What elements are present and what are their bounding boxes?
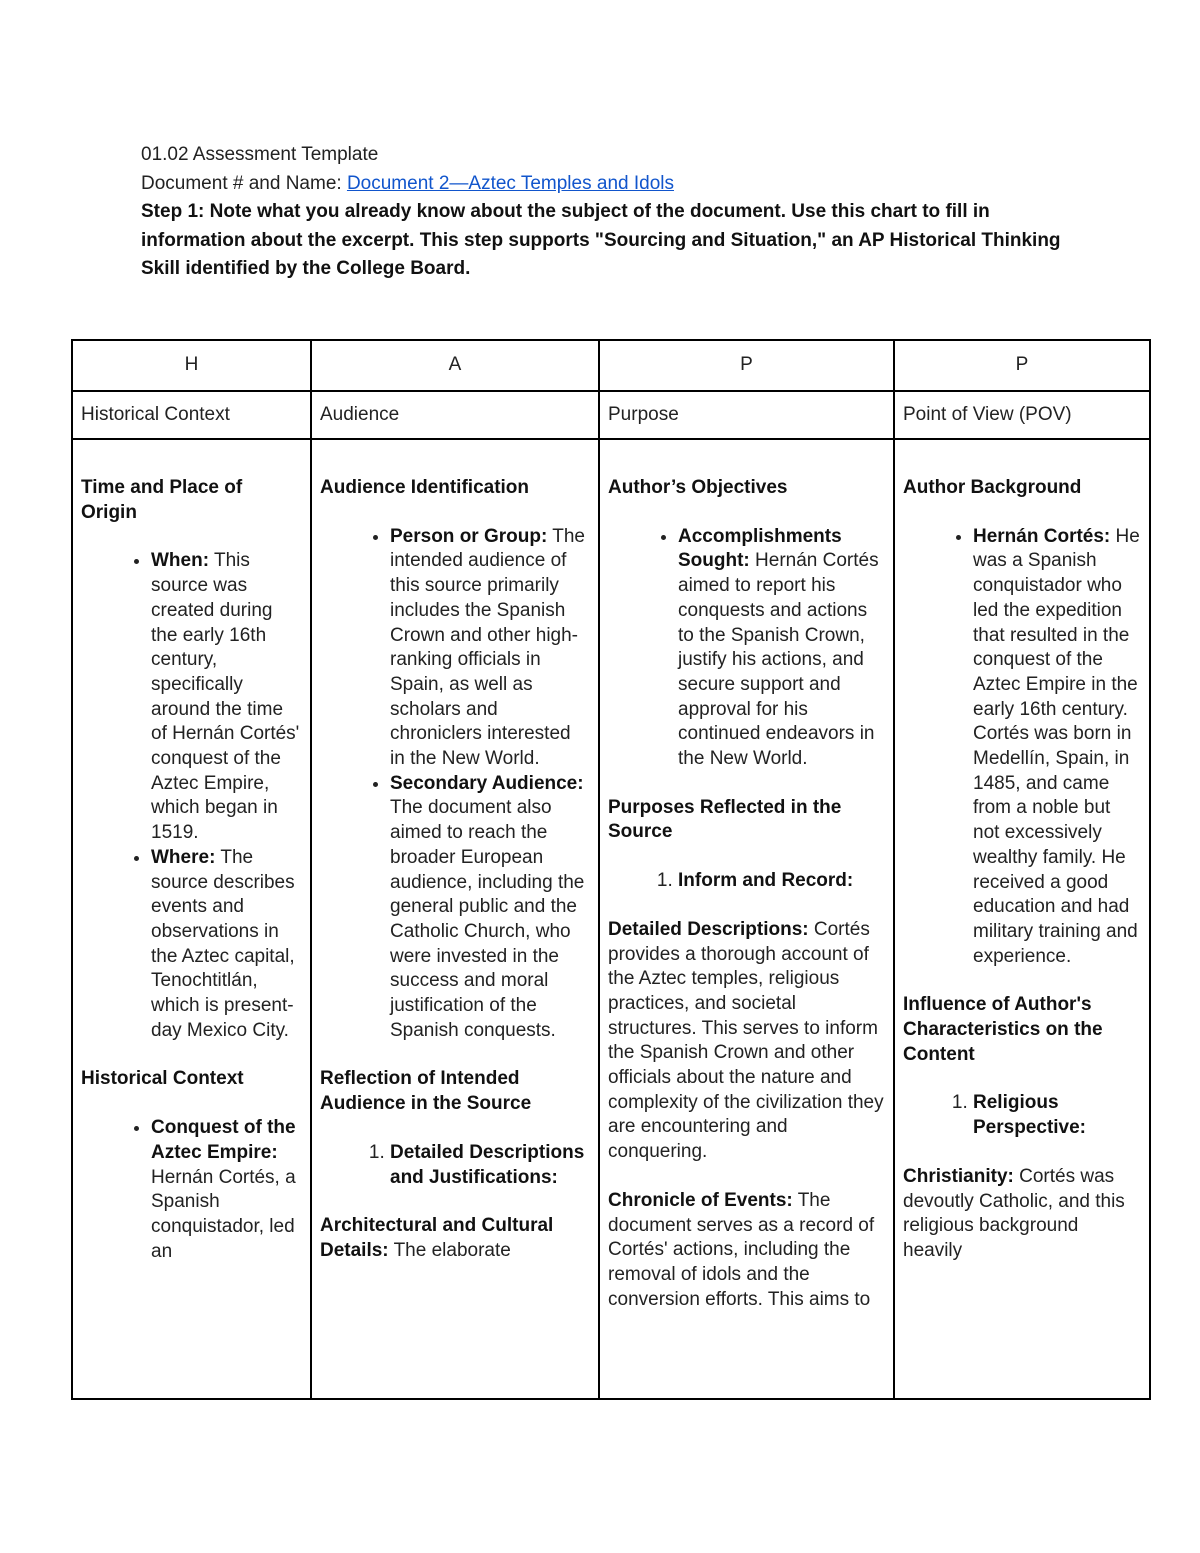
christianity-text: Christianity: Cortés was devoutly Catholic, and this religious background heavily [903, 1165, 1125, 1261]
content-row [72, 439, 1150, 1399]
chronicle-of-events: Chronicle of Events: The document serves as a record of Cortés' actions, including the removal of idols and the conversion efforts. This aims to [608, 1189, 875, 1310]
purposes-heading: Purposes Reflected in the Source [608, 796, 842, 843]
architectural-details: Architectural and Cultural Details: The elaborate [320, 1215, 554, 1261]
reflection-heading: Reflection of Intended Audience in the Source [320, 1068, 532, 1115]
detailed-descriptions: Detailed Descriptions: Cortés provides a thorough account of the Aztec temples, religious practices, and societal structures. This serves to inform the Spanish Crown and other officials about the nature and complexity of the civilization they are encountering and conquering. [608, 918, 884, 1163]
audience-list [320, 525, 590, 1044]
label-point-of-view: Point of View (POV) [894, 391, 1150, 439]
purpose-cell [599, 439, 894, 1399]
audience-cell [311, 439, 599, 1399]
letter-p2: P [894, 340, 1150, 391]
influence-heading: Influence of Author's Characteristics on the Content [903, 994, 1103, 1065]
purposes-list [608, 869, 885, 894]
authors-objectives-heading: Author’s Objectives [608, 477, 788, 498]
list-item: • Person or Group: The intended audience of this source primarily includes the Spanish Crown and other high-ranking officials in Spain, as well as scholars and chroniclers interested in the New World. [390, 525, 590, 772]
label-purpose: Purpose [599, 391, 894, 439]
document-name-line [141, 169, 1061, 198]
label-audience: Audience [311, 391, 599, 439]
reflection-list [320, 1141, 590, 1190]
objectives-list [608, 525, 885, 772]
historical-context-heading: Historical Context [81, 1068, 244, 1090]
list-item: • Conquest of the Aztec Empire: Hernán Cortés, a Spanish conquistador, led an [151, 1116, 302, 1264]
list-item: • When: This source was created during the early 16th century, specifically around the time of Hernán Cortés' conquest of the Aztec Empire, which began in 1519. [151, 549, 302, 845]
happ-chart [71, 339, 1151, 1400]
letter-a: A [311, 340, 599, 391]
list-item: 1. Inform and Record: [678, 869, 885, 894]
letter-h: H [72, 340, 311, 391]
document-title: 01.02 Assessment Template [141, 144, 379, 165]
list-item: • Hernán Cortés: He was a Spanish conquistador who led the expedition that resulted in the conquest of the Aztec Empire in the early 16th century. Cortés was born in Medellín, Spain, in 1485, and came from a noble but not excessively wealthy family. He received a good education and had military training and experience. [973, 525, 1141, 970]
historical-context-cell [72, 439, 311, 1399]
label-historical-context: Historical Context [72, 391, 311, 439]
step1-instructions: Step 1: Note what you already know about the subject of the document. Use this chart to fill in information about the excerpt. This step supports "Sourcing and Situation," an AP Historical Thinking Skill identified by the College Board. [141, 201, 1061, 279]
point-of-view-cell [894, 439, 1150, 1399]
list-item: 1. Detailed Descriptions and Justifications: [390, 1141, 590, 1190]
document-header [141, 140, 1061, 284]
background-list [903, 525, 1141, 970]
time-place-heading: Time and Place of Origin [81, 477, 243, 523]
list-item: • Secondary Audience: The document also aimed to reach the broader European audience, including the general public and the Catholic Church, who were invested in the success and moral justification of the Spanish conquests. [390, 772, 590, 1044]
historical-context-list [81, 1116, 302, 1264]
label-row [72, 391, 1150, 439]
time-place-list [81, 549, 302, 1043]
document-name-link[interactable]: Document 2—Aztec Temples and Idols [346, 173, 674, 194]
influence-list [903, 1091, 1141, 1140]
list-item: • Where: The source describes events and observations in the Aztec capital, Tenochtitlán, which is present-day Mexico City. [151, 846, 302, 1044]
audience-identification-heading: Audience Identification [320, 477, 530, 498]
letter-row [72, 340, 1150, 391]
letter-p1: P [599, 340, 894, 391]
document-name-label: Document # and Name: [141, 173, 342, 194]
list-item: • Accomplishments Sought: Hernán Cortés aimed to report his conquests and actions to the Spanish Crown, justify his actions, and secure support and approval for his continued endeavors in the New World. [678, 525, 885, 772]
author-background-heading: Author Background [903, 477, 1082, 498]
list-item: 1. Religious Perspective: [973, 1091, 1141, 1140]
